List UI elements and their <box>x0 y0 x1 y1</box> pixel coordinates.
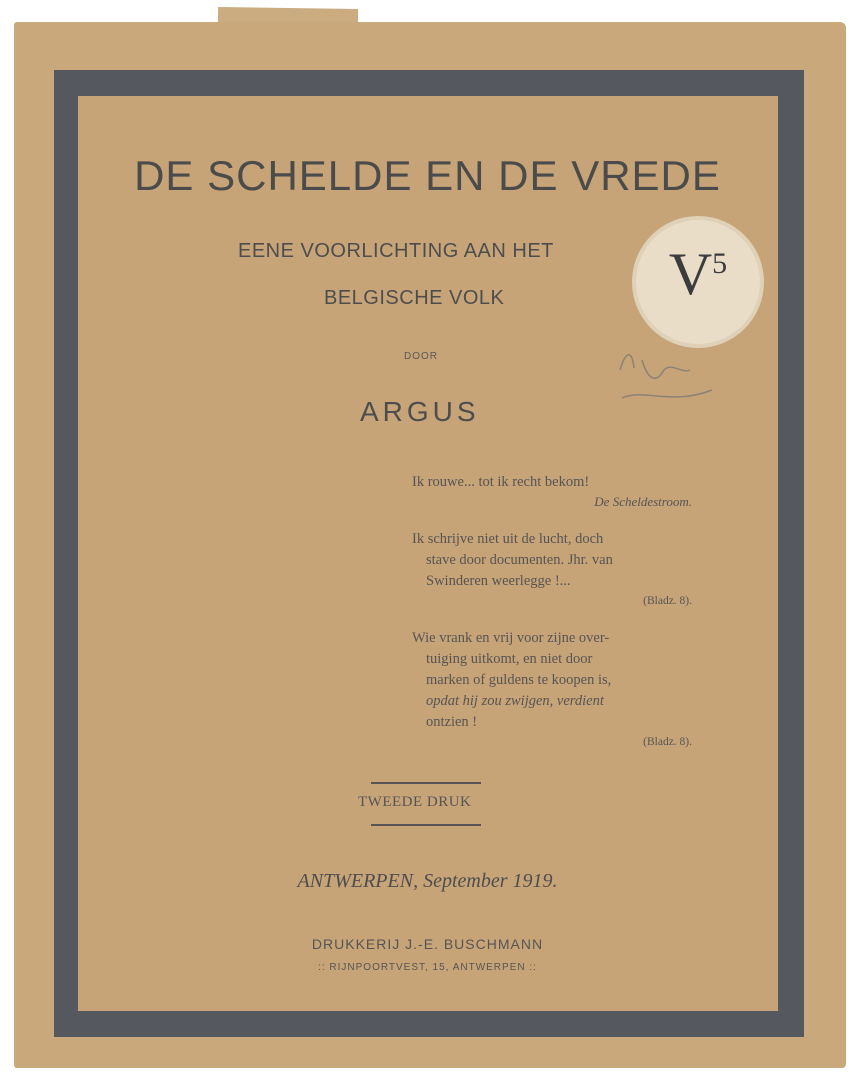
epigraph-3-line: tuiging uitkomt, en niet door <box>426 651 593 667</box>
edition-label: TWEEDE DRUK <box>358 794 472 810</box>
epigraph-3 <box>412 628 692 751</box>
epigraph-2-line: Swinderen weerlegge !... <box>426 573 571 589</box>
epigraph-2-line: stave door documenten. Jhr. van <box>426 552 613 568</box>
sticker-number: 5 <box>712 247 728 280</box>
printer-address: :: RIJNPOORTVEST, 15, ANTWERPEN :: <box>318 962 537 973</box>
by-label: DOOR <box>404 351 438 362</box>
epigraph-2 <box>412 529 692 610</box>
library-sticker <box>636 220 760 344</box>
epigraph-1 <box>412 472 692 511</box>
epigraph-3-line: marken of guldens te koopen is, <box>426 672 612 688</box>
book-title: DE SCHELDE EN DE VREDE <box>134 152 721 199</box>
epigraph-1-source: De Scheldestroom. <box>594 494 692 509</box>
epigraph-2-source: (Bladz. 8). <box>643 595 692 607</box>
epigraph-1-text: Ik rouwe... tot ik recht bekom! <box>412 474 590 490</box>
place-date: ANTWERPEN, September 1919. <box>297 870 558 892</box>
epigraph-block <box>412 472 692 769</box>
sticker-letter: V <box>668 241 713 307</box>
printer-name: DRUKKERIJ J.-E. BUSCHMANN <box>311 936 544 952</box>
epigraph-3-line: ontzien ! <box>426 714 478 730</box>
epigraph-3-line: opdat hij zou zwijgen, verdient <box>426 693 604 709</box>
edition-rule-bottom <box>371 824 481 826</box>
epigraph-3-line: Wie vrank en vrij voor zijne over- <box>412 630 610 646</box>
subtitle-line-1: EENE VOORLICHTING AAN HET <box>238 240 554 262</box>
epigraph-2-line: Ik schrijve niet uit de lucht, doch <box>412 531 604 547</box>
author-name: ARGUS <box>360 396 480 427</box>
pencil-scribble <box>612 340 722 410</box>
epigraph-3-source: (Bladz. 8). <box>643 736 692 748</box>
subtitle-line-2: BELGISCHE VOLK <box>324 287 505 309</box>
edition-rule-top <box>371 782 481 784</box>
